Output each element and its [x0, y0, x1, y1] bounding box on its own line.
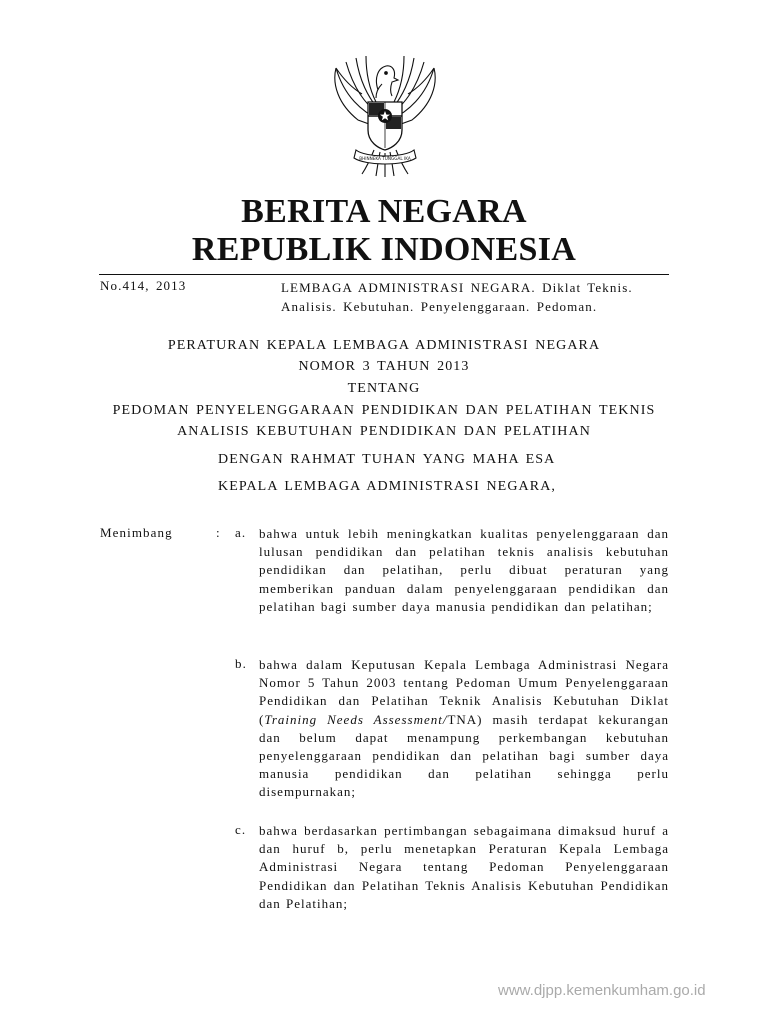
publication-description-line1: LEMBAGA ADMINISTRASI NEGARA. Diklat Teknis.	[281, 280, 633, 295]
preamble-authority: KEPALA LEMBAGA ADMINISTRASI NEGARA,	[218, 479, 557, 494]
regulation-subject-line1: PEDOMAN PENYELENGGARAAN PENDIDIKAN DAN PELATIHAN TEKNIS	[112, 403, 656, 418]
item-b-marker: b.	[235, 656, 247, 671]
item-b-text-part1: bahwa dalam Keputusan Kepala Lembaga Administrasi Negara Nomor 5 Tahun 2003 tentang Pedoman Umum Penyelenggaraan Pendidikan dan Pelatihan Teknik Analisis Kebutuhan Diklat (	[259, 657, 669, 727]
item-b-text-italic: Training Needs Assessment/	[264, 711, 448, 727]
item-b-text	[259, 656, 669, 802]
regulation-title: PERATURAN KEPALA LEMBAGA ADMINISTRASI NEGARA	[167, 338, 601, 353]
considering-label: Menimbang	[100, 525, 173, 540]
regulation-tentang: TENTANG	[347, 381, 421, 396]
garuda-emblem-icon	[322, 50, 448, 178]
emblem-motto: BHINNEKA TUNGGAL IKA	[359, 156, 411, 161]
considering-colon: :	[216, 525, 220, 540]
item-c-marker: c.	[235, 822, 247, 837]
publication-description-line2: Analisis. Kebutuhan. Penyelenggaraan. Pedoman.	[281, 299, 598, 314]
source-watermark: www.djpp.kemenkumham.go.id	[498, 982, 706, 999]
publication-number: No.414, 2013	[100, 278, 187, 293]
regulation-subject-line2: ANALISIS KEBUTUHAN PENDIDIKAN DAN PELATIHAN	[177, 424, 591, 439]
publication-description	[281, 278, 681, 316]
regulation-number: NOMOR 3 TAHUN 2013	[298, 359, 470, 374]
publication-title-line1: BERITA NEGARA	[241, 193, 527, 230]
preamble-divine: DENGAN RAHMAT TUHAN YANG MAHA ESA	[218, 452, 556, 467]
item-c-text: bahwa berdasarkan pertimbangan sebagaimana dimaksud huruf a dan huruf b, perlu menetapkan Peraturan Kepala Lembaga Administrasi Negara tentang Pedoman Penyelenggaraan Pendidikan dan Pelatihan Teknis Analisis Kebutuhan Pendidikan dan Pelatihan;	[259, 823, 669, 911]
header-divider	[99, 274, 669, 275]
item-a-marker: a.	[235, 525, 247, 540]
item-a-text: bahwa untuk lebih meningkatkan kualitas penyelenggaraan dan lulusan pendidikan dan pelatihan teknis analisis kebutuhan pendidikan dan pelatihan, perlu dibuat peraturan yang memberikan panduan dalam penyelenggaraan pendidikan dan pelatihan bagi sumber daya manusia pendidikan dan pelatihan;	[259, 526, 669, 614]
publication-title-line2: REPUBLIK INDONESIA	[191, 231, 577, 268]
item-b-text-part2: TNA) masih terdapat kekurangan dan belum dapat menampung perkembangan kebutuhan penyelenggaraan pendidikan dan pelatihan bagi sumber daya manusia pendidikan dan pelatihan sehingga perlu disempurnakan;	[259, 711, 669, 800]
